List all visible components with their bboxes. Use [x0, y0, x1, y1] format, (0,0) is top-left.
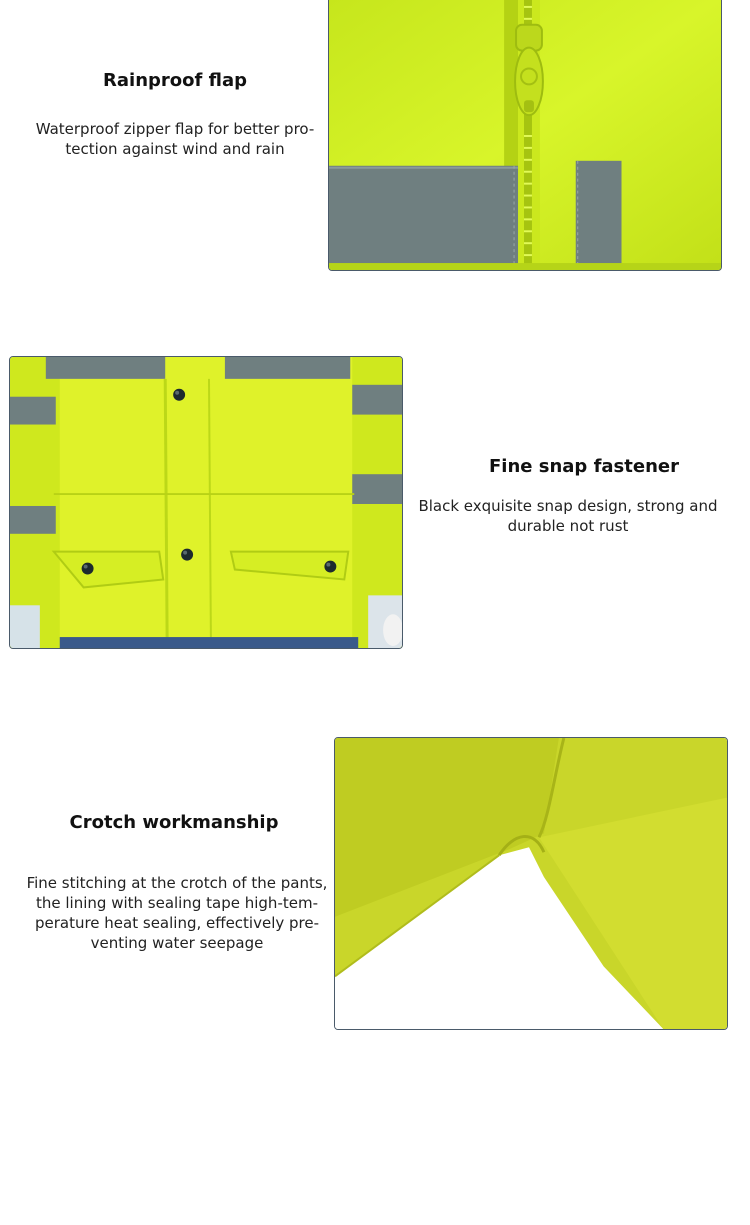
feature-title: Rainproof flap: [103, 70, 247, 91]
feature-title: Fine snap fastener: [489, 456, 679, 477]
snap-fastener-photo: [9, 356, 403, 649]
feature-description: Waterproof zipper flap for better pro- tection against wind and rain: [35, 120, 315, 158]
zipper-flap-photo: [328, 0, 722, 271]
feature-title: Crotch workmanship: [69, 812, 279, 833]
feature-description: Black exquisite snap design, strong and durable not rust: [418, 497, 718, 535]
crotch-photo: [334, 737, 728, 1030]
feature-description: Fine stitching at the crotch of the pants, the lining with sealing tape high-tem- perature heat sealing, effectively pre- venting water seepage: [26, 874, 328, 952]
